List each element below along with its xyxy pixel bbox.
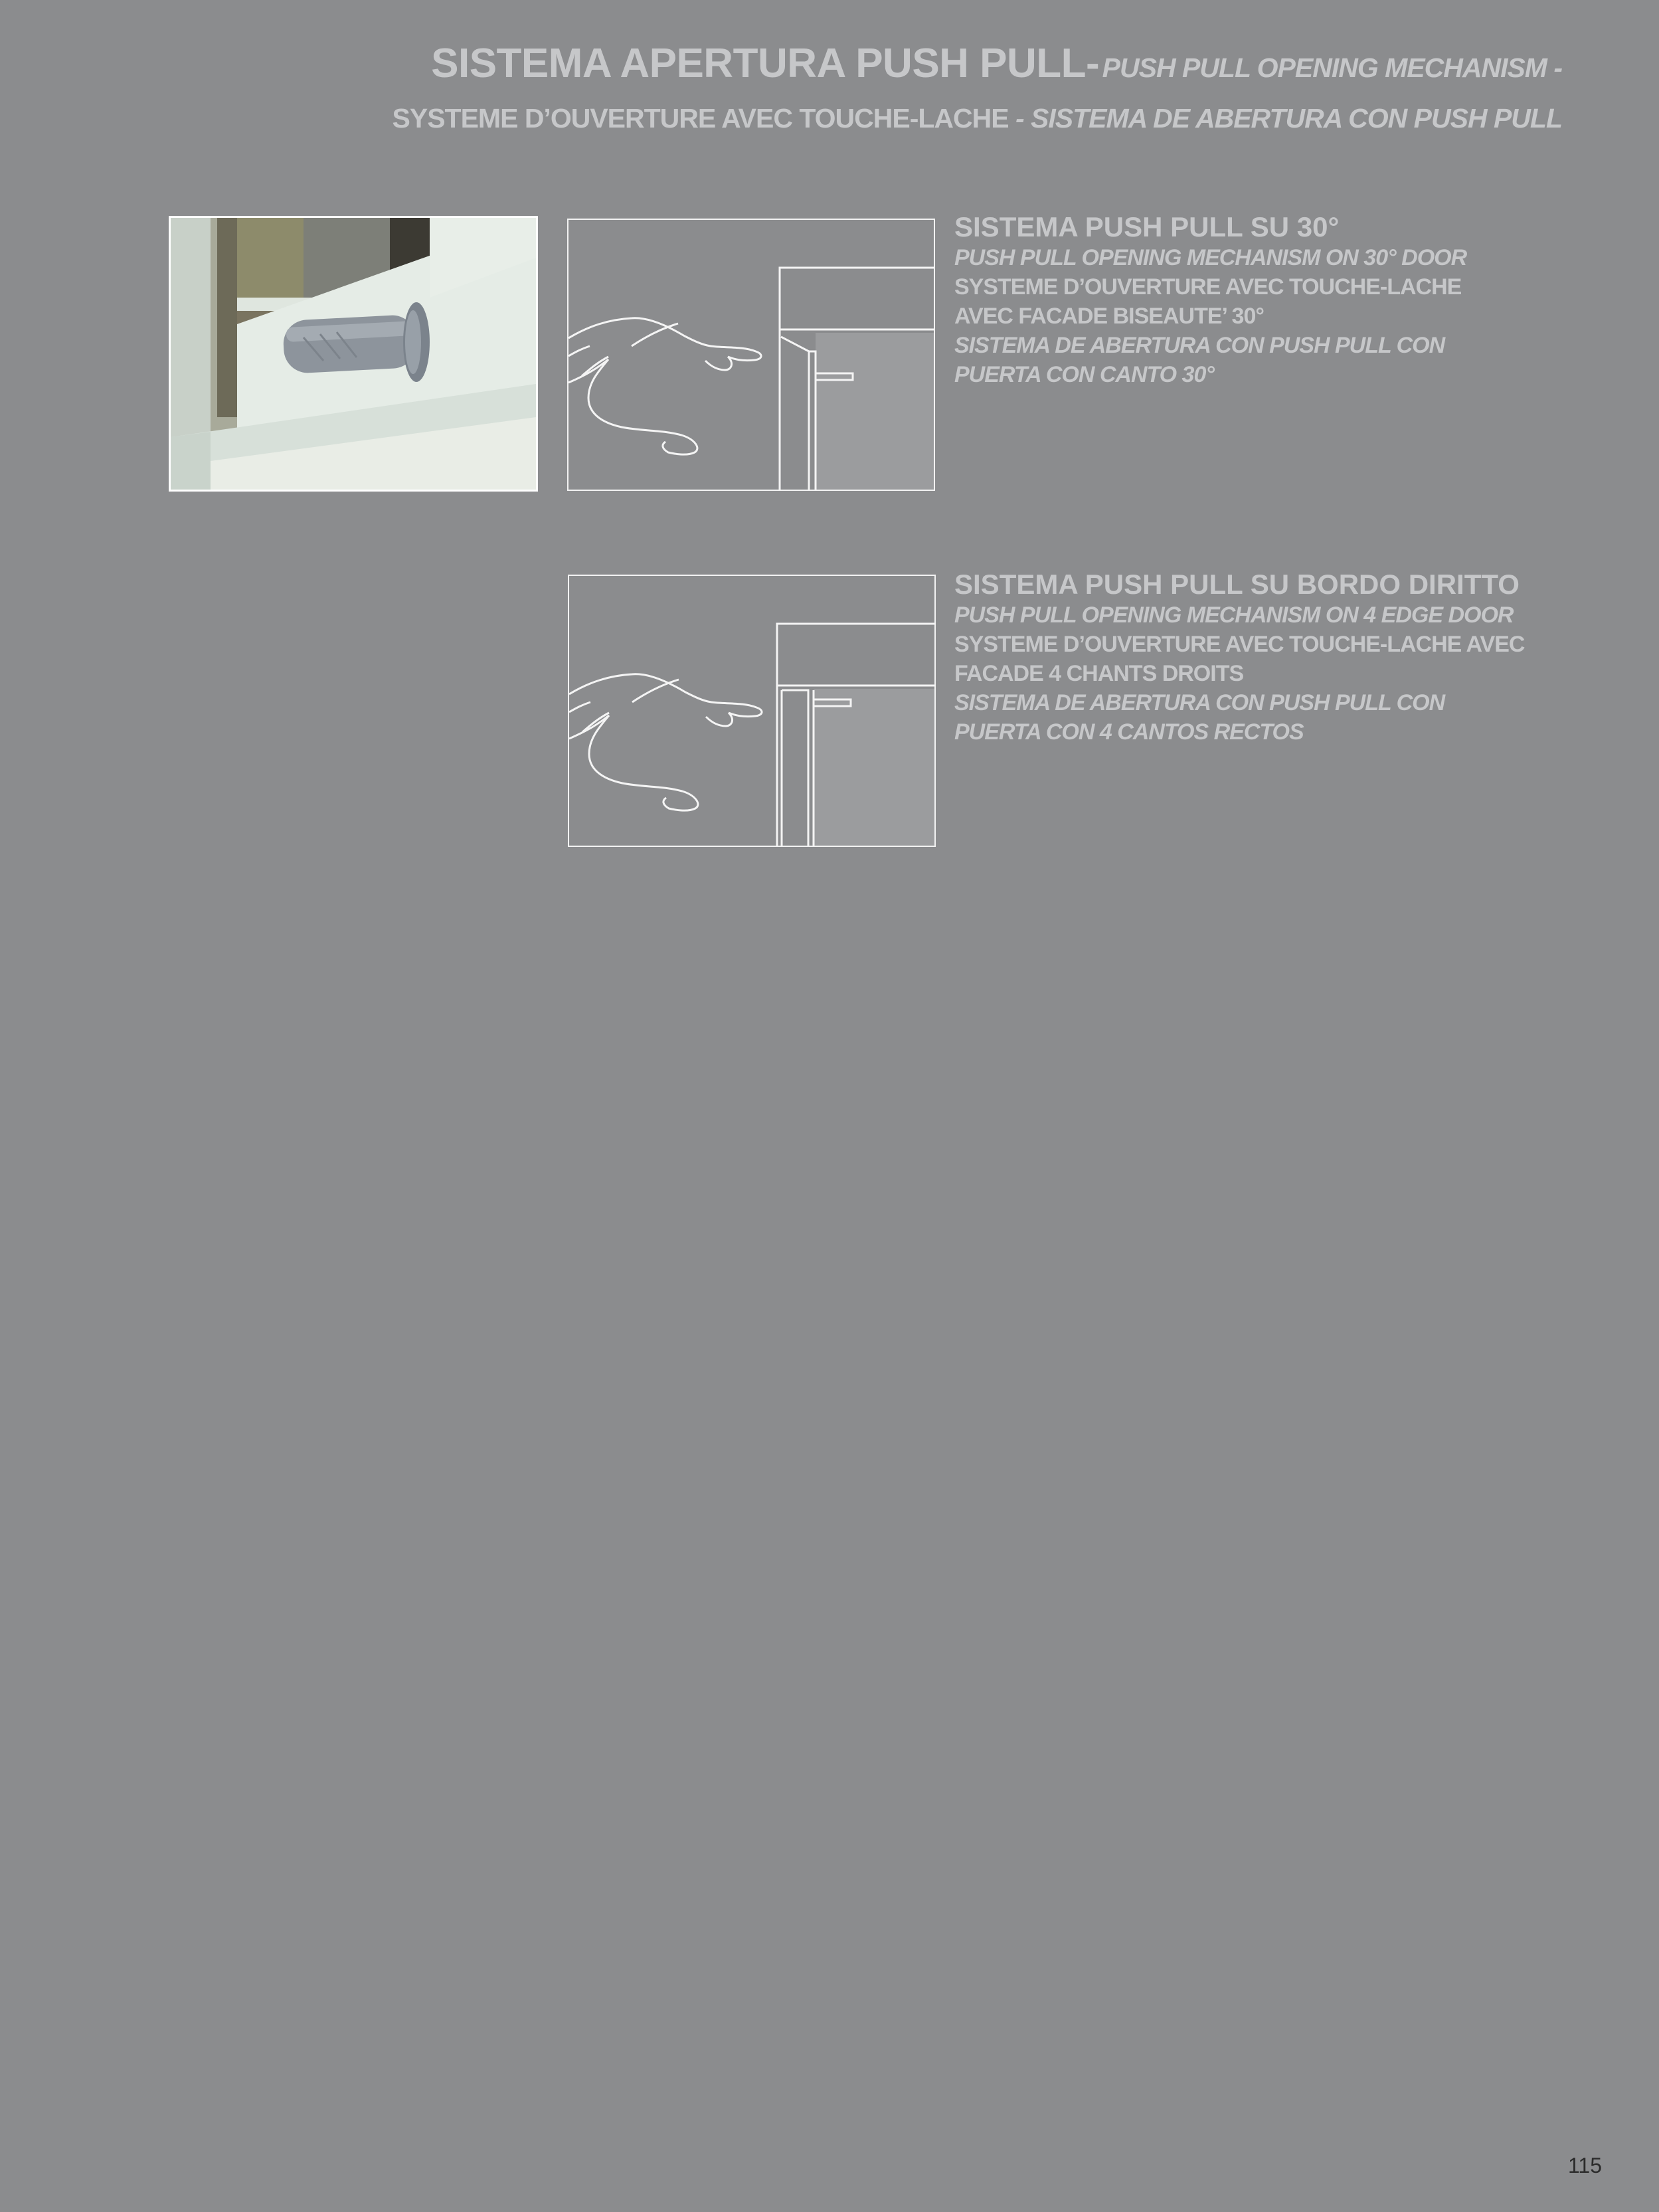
diagram-straight-door: [568, 575, 936, 847]
header-line-1: [167, 39, 1562, 100]
hand-push-door-straight-diagram-icon: [569, 576, 934, 846]
section-30-line-es-2: PUERTA CON CANTO 30°: [954, 362, 1214, 387]
section-30-description: [954, 211, 1466, 389]
section-30-line-fr-2: AVEC FACADE BISEAUTE’ 30°: [954, 304, 1264, 329]
page-title: SISTEMA APERTURA PUSH PULL-: [431, 41, 1100, 86]
page-header: [167, 39, 1562, 137]
section-straight-line-es-1: SISTEMA DE ABERTURA CON PUSH PULL CON: [954, 690, 1445, 715]
section-30-title: SISTEMA PUSH PULL SU 30°: [954, 211, 1340, 242]
section-30-line-es-1: SISTEMA DE ABERTURA CON PUSH PULL CON: [954, 333, 1445, 358]
push-pull-photo-icon: [171, 218, 536, 490]
section-straight-title: SISTEMA PUSH PULL SU BORDO DIRITTO: [954, 569, 1520, 600]
diagram-30-door: [567, 219, 935, 491]
push-pull-photo: [169, 216, 538, 492]
header-line-2: [167, 100, 1562, 137]
hand-push-door-30-diagram-icon: [568, 220, 934, 490]
section-30-line-en: PUSH PULL OPENING MECHANISM ON 30° DOOR: [954, 245, 1467, 270]
page-title-en: PUSH PULL OPENING MECHANISM -: [1102, 52, 1562, 83]
section-straight-description: [954, 569, 1524, 747]
section-straight-line-es-2: PUERTA CON 4 CANTOS RECTOS: [954, 719, 1304, 745]
page-title-fr: SYSTEME D’OUVERTURE AVEC TOUCHE-LACHE: [392, 103, 1015, 134]
page-title-es: - SISTEMA DE ABERTURA CON PUSH PULL: [1015, 103, 1562, 134]
page-number: 115: [1567, 2154, 1602, 2177]
section-straight-line-fr-1: SYSTEME D’OUVERTURE AVEC TOUCHE-LACHE AVEC: [954, 632, 1525, 657]
section-30-line-fr-1: SYSTEME D’OUVERTURE AVEC TOUCHE-LACHE: [954, 274, 1462, 300]
section-straight-line-fr-2: FACADE 4 CHANTS DROITS: [954, 661, 1244, 686]
section-straight-line-en: PUSH PULL OPENING MECHANISM ON 4 EDGE DOOR: [954, 602, 1514, 628]
